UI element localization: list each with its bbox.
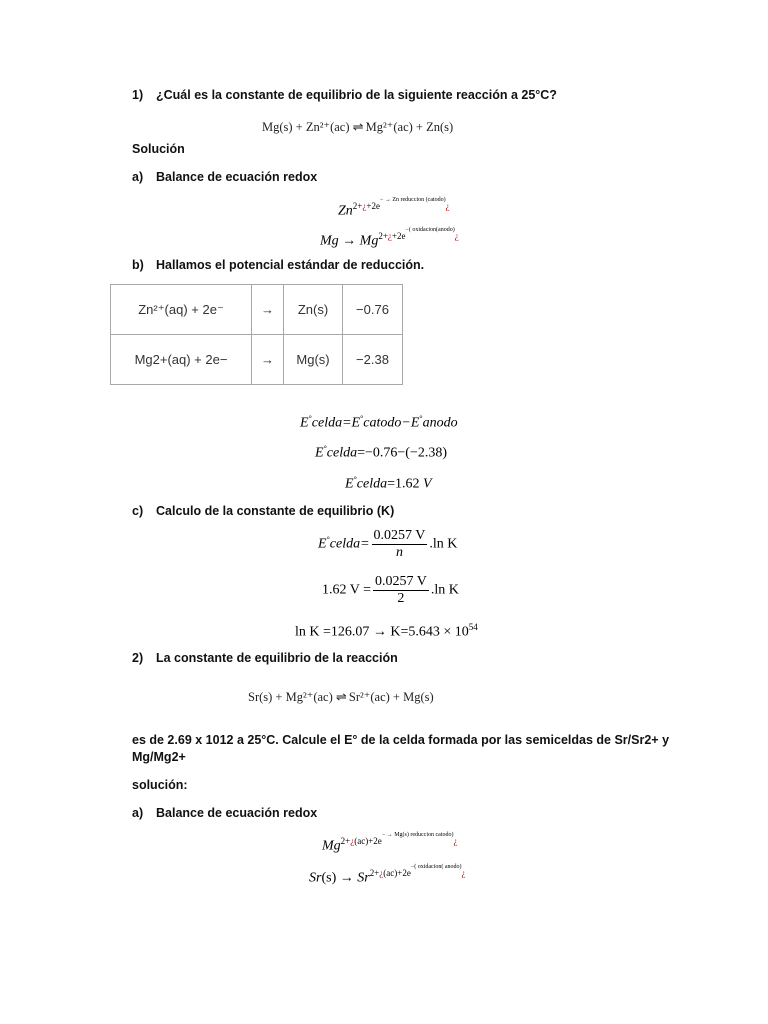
term: 1.62 V =	[322, 582, 371, 598]
reaction-right: Sr²⁺(ac) + Mg(s)	[348, 690, 434, 704]
term: celda	[356, 476, 388, 492]
state: (ac)	[354, 836, 369, 846]
nernst-substitution	[322, 574, 459, 607]
section-b-heading	[132, 258, 424, 272]
arrow-icon: →	[252, 335, 284, 385]
species: Mg	[322, 838, 341, 854]
denominator: n	[395, 545, 403, 560]
degree: °	[326, 535, 330, 545]
equilibrium-arrow-icon: ⇌	[335, 689, 346, 704]
species: Mg	[320, 233, 339, 249]
redox-equation-4	[309, 864, 466, 887]
unit: V	[423, 476, 432, 492]
glyph: ¿	[445, 201, 450, 211]
charge: 2+	[340, 836, 351, 846]
reaction-right: Mg²⁺(ac) + Zn(s)	[365, 120, 454, 134]
section-a-heading	[132, 170, 317, 184]
term: ln K =126.07 → K=5.643 × 10	[295, 624, 469, 640]
charge: 2+	[369, 868, 380, 878]
numerator: 0.0257 V	[375, 574, 427, 589]
reaction-1	[262, 119, 453, 135]
table-cell: Mg2+(aq) + 2e−	[111, 335, 252, 385]
symbol: E	[300, 415, 309, 431]
section-c-heading	[132, 504, 394, 518]
ecelda-result	[345, 475, 432, 493]
term: .ln K	[430, 582, 459, 598]
denominator: 2	[397, 591, 405, 606]
species: Zn	[338, 203, 353, 219]
term: catodo−E	[363, 415, 420, 431]
section-letter: a)	[132, 170, 144, 184]
glyph: ¿	[387, 231, 392, 241]
degree: °	[323, 444, 327, 453]
section-title: Hallamos el potencial estándar de reducción.	[156, 258, 425, 272]
section-letter: a)	[132, 806, 144, 820]
ecelda-formula	[300, 414, 458, 432]
numerator: 0.0257 V	[373, 528, 426, 543]
table-row	[111, 335, 403, 385]
charge: 2+	[352, 201, 363, 211]
table-cell: −2.38	[343, 335, 403, 385]
reaction-2	[248, 689, 434, 705]
term: celda=	[329, 536, 370, 552]
reaction-left: Mg(s) + Zn²⁺(ac)	[262, 120, 350, 134]
table-cell: −0.76	[343, 285, 403, 335]
species: Mg	[359, 233, 379, 249]
exponent: 54	[468, 622, 478, 632]
charge: 2+	[378, 231, 388, 241]
term: celda	[326, 445, 358, 461]
glyph: ¿	[350, 836, 355, 846]
state: (s)	[321, 870, 337, 886]
ecelda-substitution	[315, 444, 447, 462]
glyph: ¿	[362, 201, 367, 211]
species: Sr	[309, 870, 322, 886]
question-2	[132, 651, 398, 665]
question-1	[132, 88, 557, 102]
equilibrium-arrow-icon: ⇌	[352, 119, 363, 134]
electrons: +2e	[391, 231, 406, 241]
section-letter: b)	[132, 258, 144, 272]
term: .ln K	[429, 536, 458, 552]
fraction	[373, 574, 429, 607]
section-title: Calculo de la constante de equilibrio (K)	[156, 504, 395, 518]
symbol: E	[318, 536, 327, 552]
degree: °	[419, 414, 423, 423]
arrow-icon: →	[342, 233, 357, 249]
species: Sr	[357, 870, 370, 886]
nernst-formula	[318, 528, 457, 561]
question-number: 2)	[132, 651, 144, 665]
solution2-label: solución:	[132, 778, 188, 792]
k-result	[295, 622, 478, 641]
question-text: La constante de equilibrio de la reacción	[156, 651, 398, 665]
redox-equation-2	[320, 227, 459, 250]
table-cell: Zn(s)	[284, 285, 343, 335]
question-2-text-line1: es de 2.69 x 1012 a 25°C. Calcule el E° de la celda formada por las semiceldas de Sr/Sr2+ y	[132, 733, 670, 747]
fraction	[372, 528, 428, 561]
electrons: +2e	[368, 836, 382, 846]
arrow-icon: →	[339, 870, 354, 886]
solution-label: Solución	[132, 142, 185, 156]
redox-equation-3	[322, 832, 458, 855]
annotation: − → Zn reduccion (catodo)	[379, 197, 446, 203]
reduction-potential-table	[110, 284, 403, 385]
degree: °	[308, 414, 312, 423]
section-title: Balance de ecuación redox	[156, 806, 318, 820]
symbol: E	[315, 445, 324, 461]
section-letter: c)	[132, 504, 144, 518]
redox-equation-1	[338, 197, 450, 220]
term: celda=E	[311, 415, 361, 431]
value: =1.62	[387, 476, 420, 492]
symbol: E	[345, 476, 354, 492]
glyph: ¿	[461, 868, 466, 878]
section-a2-heading	[132, 806, 317, 820]
glyph: ¿	[454, 231, 459, 241]
glyph: ¿	[379, 868, 384, 878]
term: anodo	[422, 415, 458, 431]
table-row	[111, 285, 403, 335]
table-cell: Zn²⁺(aq) + 2e⁻	[111, 285, 252, 335]
electrons: +2e	[397, 868, 411, 878]
electrons: +2e	[366, 201, 380, 211]
question-number: 1)	[132, 88, 144, 102]
degree: °	[353, 475, 357, 484]
question-2-text-line2: Mg/Mg2+	[132, 750, 186, 764]
arrow-icon: →	[252, 285, 284, 335]
section-title: Balance de ecuación redox	[156, 170, 318, 184]
glyph: ¿	[453, 836, 458, 846]
table-cell: Mg(s)	[284, 335, 343, 385]
question-text: ¿Cuál es la constante de equilibrio de la siguiente reacción a 25°C?	[156, 88, 557, 102]
annotation: −( oxidacion(anodo)	[405, 227, 455, 233]
value: =−0.76−(−2.38)	[357, 445, 447, 461]
degree: °	[360, 414, 364, 423]
annotation: −( oxidacion( anodo)	[410, 864, 462, 870]
reaction-left: Sr(s) + Mg²⁺(ac)	[248, 690, 333, 704]
state: (ac)	[383, 868, 398, 878]
annotation: − → Mg(s) reduccion catodo)	[381, 832, 454, 838]
